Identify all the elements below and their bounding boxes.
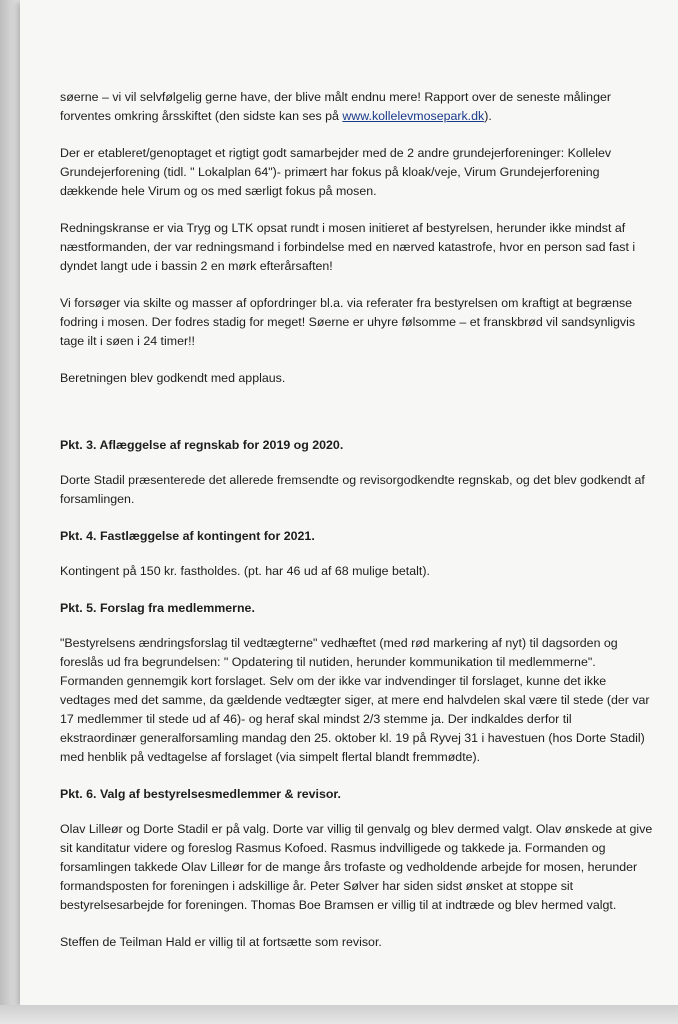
paragraph-auditor [60,933,660,952]
text-line: tage ilt i søen i 24 timer!! [60,334,195,348]
text-fragment: forventes omkring årsskiftet (den sidste kan ses på [60,109,343,123]
text-line: forsamlingen takkede Olav Lilleør for de mange års trofaste og vedholdende arbejde for mosen, herunder [60,860,638,874]
text-line: Vi forsøger via skilte og masser af opfordringer bl.a. via referater fra bestyrelsen om kraftigt at begrænse [60,296,633,310]
text-line: Steffen de Teilman Hald er villig til at fortsætte som revisor. [60,935,382,949]
text-line: fodring i mosen. Der fodres stadig for meget! Søerne er uhyre følsomme – et franskbrød vil sandsynligvis [60,315,636,329]
page-edge-shadow [0,0,22,1024]
paragraph-lifebuoys [60,219,660,276]
website-link[interactable]: www.kollelevmosepark.dk [342,109,485,123]
text-line: søerne – vi vil selvfølgelig gerne have, der blive målt endnu mere! Rapport over de seneste målinger [60,90,611,104]
text-line: formandsposten for foreningen i adskillige år. Peter Sølver har siden sidst ønsket at stoppe sit [60,879,574,893]
text-fragment: ). [484,109,492,123]
text-line: forsamlingen. [60,492,135,506]
text-line: Kontingent på 150 kr. fastholdes. (pt. har 46 ud af 68 mulige betalt). [60,564,430,578]
paragraph-elections [60,820,660,915]
spacer [60,406,660,436]
text-line: Der er etableret/genoptaget et rigtigt godt samarbejder med de 2 andre grundejerforeninger: Kollelev [60,146,612,160]
text-line [60,107,660,126]
text-line: sit kanditatur videre og foreslog Rasmus Kofoed. Rasmus indvilligede og takkede ja. Formanden og [60,841,606,855]
text-line: ekstraordinær generalforsamling mandag den 25. oktober kl. 19 på Ryvej 31 i havestuen (hos Dorte Stadil) [60,731,645,745]
paragraph-approval [60,369,660,388]
heading-item-3: Pkt. 3. Aflæggelse af regnskab for 2019 og 2020. [60,438,344,452]
paragraph-proposals [60,634,660,767]
document-body [60,88,660,970]
text-line: dyndet langt ude i bassin 2 en mørk efterårsaften! [60,259,333,273]
paragraph-feeding [60,294,660,351]
text-line: dækkende hele Virum og os med særligt fokus på mosen. [60,184,377,198]
text-line: Beretningen blev godkendt med applaus. [60,371,286,385]
text-line: Redningskranse er via Tryg og LTK opsat rundt i mosen initieret af bestyrelsen, herunder ikke mindst af [60,221,626,235]
text-line: foreslås ud fra begrundelsen: " Opdatering til nutiden, herunder kommunikation til medlemmerne". [60,655,596,669]
heading-item-6: Pkt. 6. Valg af bestyrelsesmedlemmer & revisor. [60,787,342,801]
text-line: Dorte Stadil præsenterede det allerede fremsendte og revisorgodkendte regnskab, og det blev godkendt af [60,473,645,487]
text-line: vedtages med det samme, da gældende vedtægter siger, at mere end halvdelen skal være til stede (der var [60,693,650,707]
paragraph-measurements [60,88,660,126]
paragraph-accounts [60,471,660,509]
text-line: "Bestyrelsens ændringsforslag til vedtægterne" vedhæftet (med rød markering af nyt) til dagsorden og [60,636,618,650]
text-line: med henblik på vedtagelse af forslaget (via simpelt flertal blandt fremmødte). [60,750,481,764]
text-line: bestyrelsesarbejde for foreningen. Thomas Boe Bramsen er villig til at indtræde og blev hermed valgt. [60,898,617,912]
paragraph-cooperation [60,144,660,201]
page-bottom-edge [0,1005,678,1024]
paragraph-membership-fee [60,562,660,581]
heading-item-5: Pkt. 5. Forslag fra medlemmerne. [60,601,255,615]
text-line: Olav Lilleør og Dorte Stadil er på valg. Dorte var villig til genvalg og blev dermed valgt. Olav ønskede at give [60,822,653,836]
text-line: Formanden gennemgik kort forslaget. Selv om der ikke var indvendinger til forslaget, kunne det ikke [60,674,607,688]
text-line: Grundejerforening (tidl. " Lokalplan 64")- primært har fokus på kloak/veje, Virum Grundejerforening [60,165,600,179]
text-line: næstformanden, der var redningsmand i forbindelse med en nærved katastrofe, hvor en person sad fast i [60,240,636,254]
text-line: 17 medlemmer til stede ud af 46)- og heraf skal mindst 2/3 stemme ja. Der indkaldes derfor til [60,712,572,726]
heading-item-4: Pkt. 4. Fastlæggelse af kontingent for 2021. [60,529,315,543]
